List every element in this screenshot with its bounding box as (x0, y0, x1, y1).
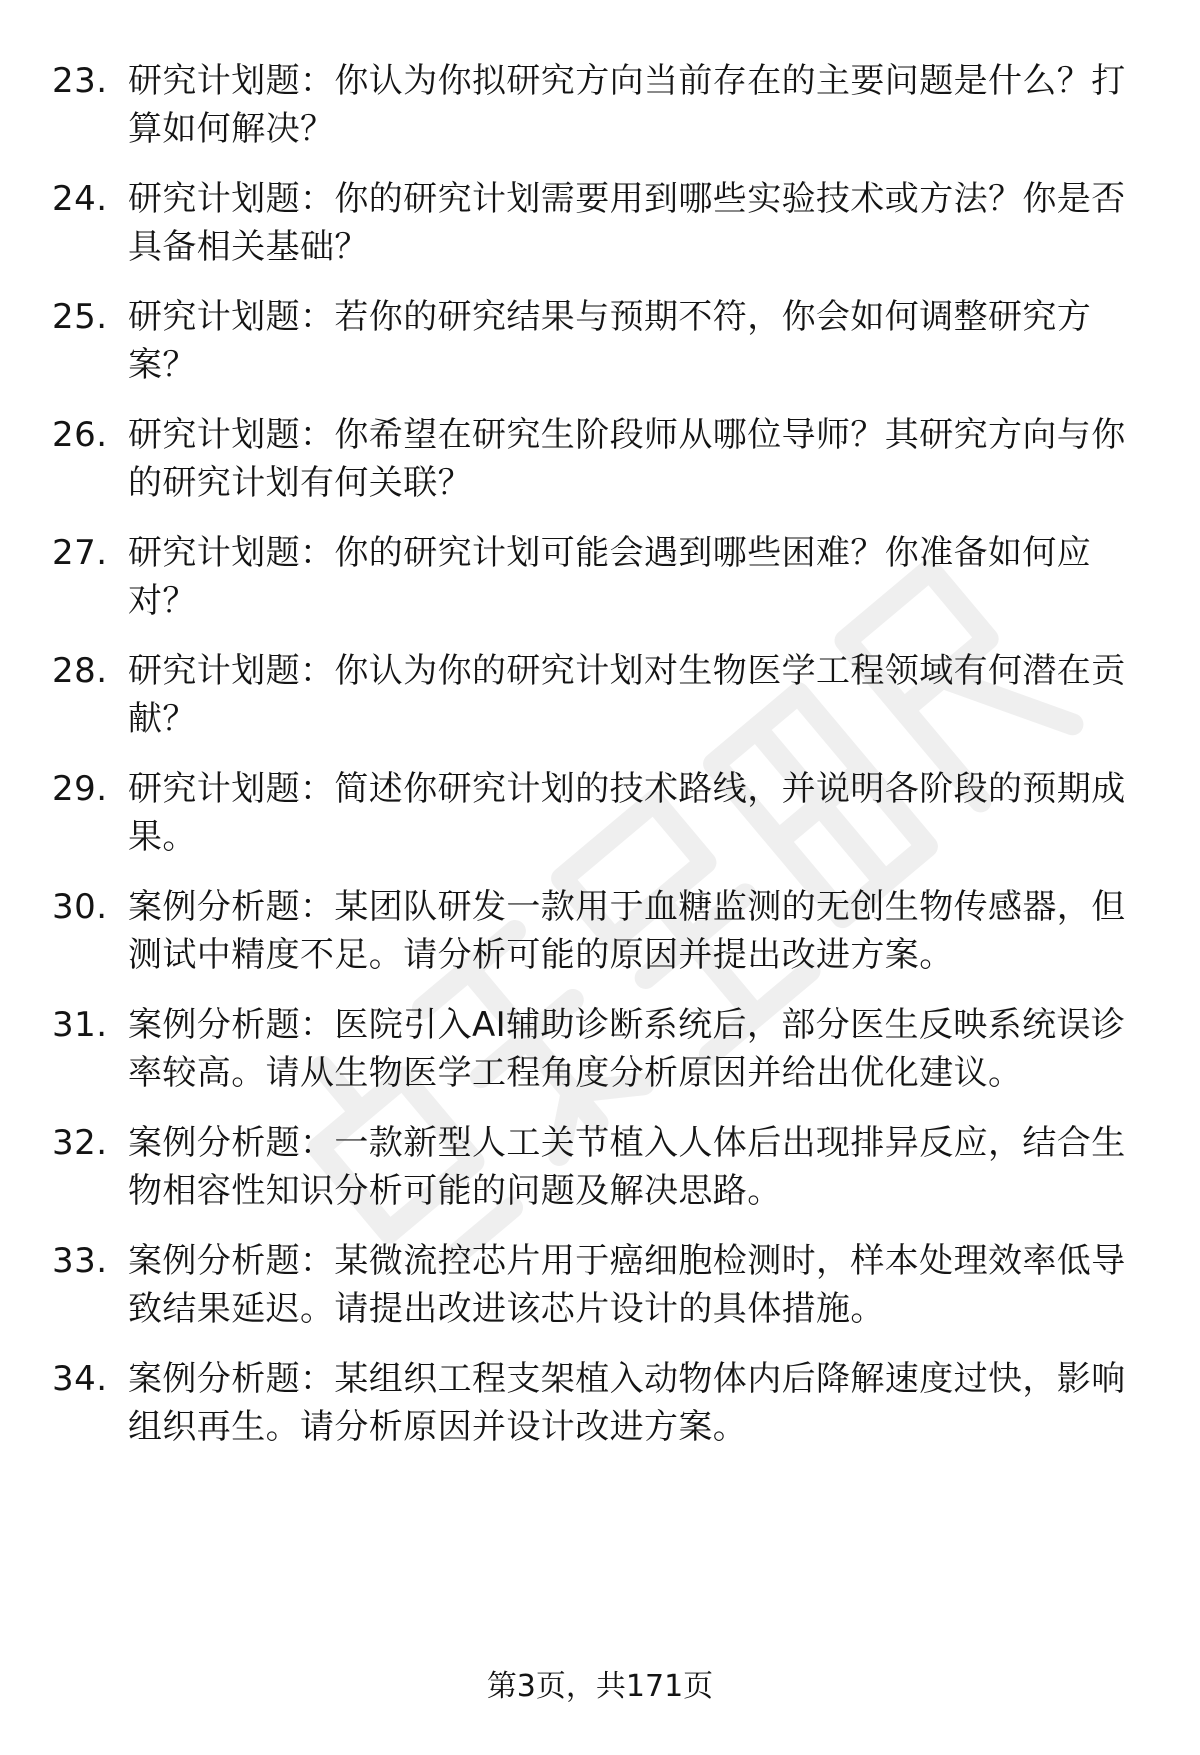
question-item (0, 529, 1200, 629)
question-text: 研究计划题：你认为你拟研究方向当前存在的主要问题是什么？打算如何解决？ (128, 61, 1126, 149)
question-text: 案例分析题：某微流控芯片用于癌细胞检测时，样本处理效率低导致结果延迟。请提出改进该芯片设计的具体措施。 (128, 1241, 1126, 1329)
question-number: 29. (52, 769, 108, 809)
page-number-footer: 第3页，共171页 (486, 1669, 714, 1704)
question-number: 30. (52, 887, 108, 927)
question-text: 研究计划题：你的研究计划需要用到哪些实验技术或方法？你是否具备相关基础？ (128, 179, 1126, 267)
question-item (0, 175, 1200, 275)
question-number: 27. (52, 533, 108, 573)
question-text: 案例分析题：医院引入AI辅助诊断系统后，部分医生反映系统误诊率较高。请从生物医学工程角度分析原因并给出优化建议。 (128, 1005, 1126, 1093)
question-item (0, 647, 1200, 747)
question-item (0, 1001, 1200, 1101)
question-number: 26. (52, 415, 108, 455)
question-number: 23. (52, 61, 108, 101)
question-text: 案例分析题：某团队研发一款用于血糖监测的无创生物传感器，但测试中精度不足。请分析可能的原因并提出改进方案。 (128, 887, 1126, 975)
question-number: 34. (52, 1359, 108, 1399)
question-text: 研究计划题：简述你研究计划的技术路线，并说明各阶段的预期成果。 (128, 769, 1126, 857)
question-item (0, 411, 1200, 511)
question-text: 研究计划题：你希望在研究生阶段师从哪位导师？其研究方向与你的研究计划有何关联？ (128, 415, 1126, 503)
question-item (0, 765, 1200, 865)
question-item (0, 1355, 1200, 1455)
question-item (0, 1119, 1200, 1219)
question-item (0, 883, 1200, 983)
question-number: 31. (52, 1005, 108, 1045)
question-number: 25. (52, 297, 108, 337)
question-item (0, 293, 1200, 393)
question-text: 研究计划题：你的研究计划可能会遇到哪些困难？你准备如何应对？ (128, 533, 1092, 621)
question-item (0, 57, 1200, 157)
question-text: 案例分析题：一款新型人工关节植入人体后出现排异反应，结合生物相容性知识分析可能的问题及解决思路。 (128, 1123, 1126, 1211)
question-text: 研究计划题：你认为你的研究计划对生物医学工程领域有何潜在贡献？ (128, 651, 1126, 739)
question-number: 32. (52, 1123, 108, 1163)
question-number: 33. (52, 1241, 108, 1281)
question-item (0, 1237, 1200, 1337)
question-text: 案例分析题：某组织工程支架植入动物体内后降解速度过快，影响组织再生。请分析原因并设计改进方案。 (128, 1359, 1126, 1447)
question-number: 24. (52, 179, 108, 219)
question-number: 28. (52, 651, 108, 691)
question-text: 研究计划题：若你的研究结果与预期不符，你会如何调整研究方案？ (128, 297, 1092, 385)
